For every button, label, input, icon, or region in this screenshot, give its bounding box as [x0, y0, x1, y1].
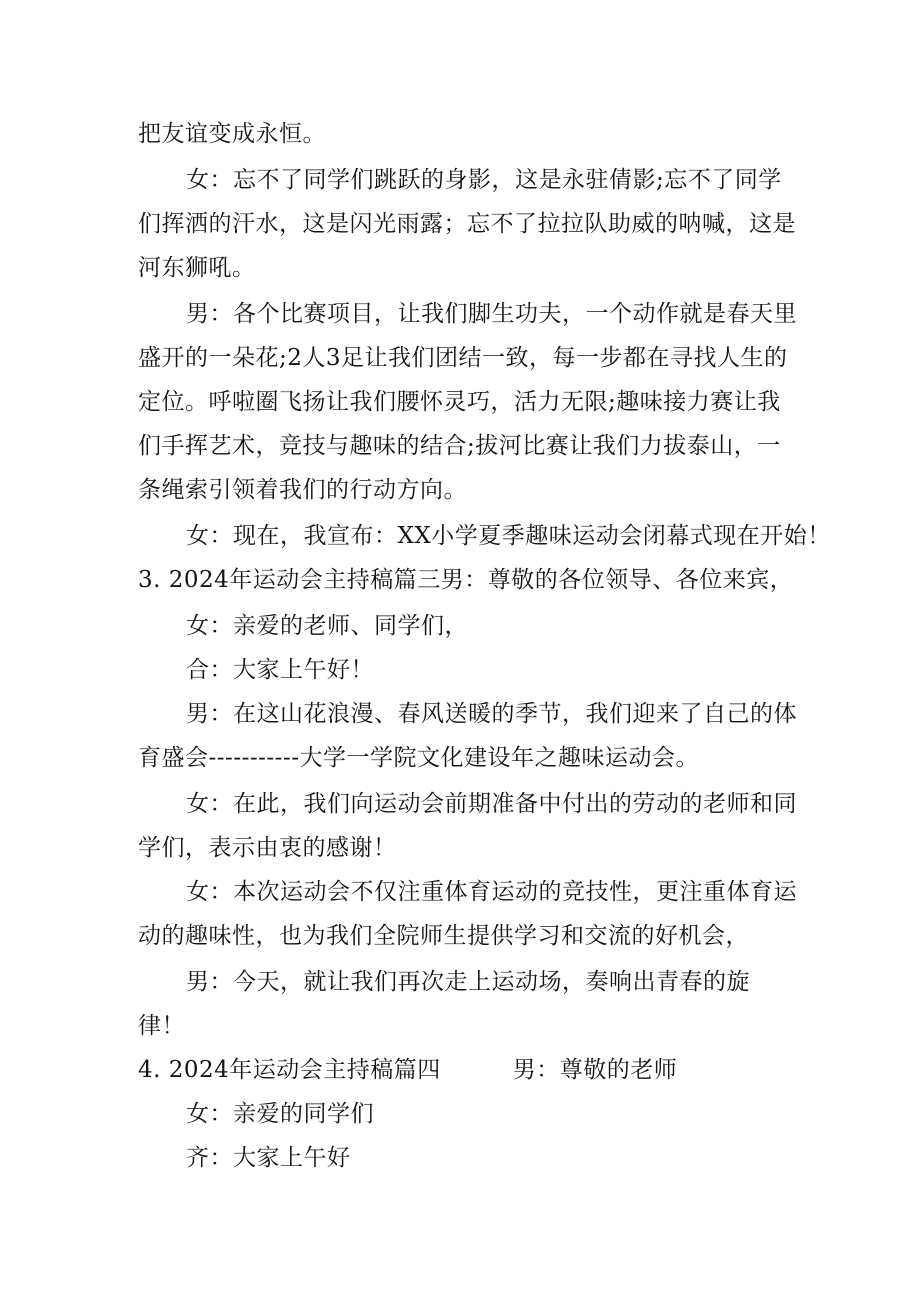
text-line: 男：今天，就让我们再次走上运动场，奏响出青春的旋: [186, 969, 750, 995]
text-line: 河东狮吼。: [138, 255, 256, 281]
text-line: 们手挥艺术，竞技与趣味的结合;拔河比赛让我们力拔泰山，一: [138, 433, 781, 459]
text-line: 盛开的一朵花;2人3足让我们团结一致，每一步都在寻找人生的: [138, 345, 788, 371]
section-heading: 4. 2024年运动会主持稿篇四: [138, 1057, 441, 1083]
text-line: 齐：大家上午好: [186, 1145, 351, 1171]
text-line: 男：各个比赛项目，让我们脚生功夫，一个动作就是春天里: [186, 301, 797, 327]
text-line: 定位。呼啦圈飞扬让我们腰怀灵巧，活力无限;趣味接力赛让我: [138, 389, 781, 415]
text-line: 男：在这山花浪漫、春风送暖的季节，我们迎来了自己的体: [186, 701, 797, 727]
text-line: 女：亲爱的同学们: [186, 1101, 374, 1127]
section-heading: 3. 2024年运动会主持稿篇三男：尊敬的各位领导、各位来宾，: [138, 567, 794, 593]
text-line: 把友谊变成永恒。: [138, 121, 326, 147]
text-line: 女：现在，我宣布：XX小学夏季趣味运动会闭幕式现在开始！: [186, 523, 831, 549]
text-line: 条绳索引领着我们的行动方向。: [138, 477, 467, 503]
text-line: 学们，表示由衷的感谢！: [138, 835, 397, 861]
text-line: 女：忘不了同学们跳跃的身影，这是永驻倩影;忘不了同学: [186, 167, 782, 193]
text-line: 男：尊敬的老师: [512, 1057, 678, 1083]
text-line: 律！: [138, 1013, 185, 1039]
text-line: 女：在此，我们向运动会前期准备中付出的劳动的老师和同: [186, 791, 797, 817]
text-line: 育盛会-----------大学一学院文化建设年之趣味运动会。: [138, 745, 699, 771]
text-line: 合：大家上午好！: [186, 657, 374, 683]
text-line: 动的趣味性，也为我们全院师生提供学习和交流的好机会，: [138, 923, 749, 949]
text-line: 女：本次运动会不仅注重体育运动的竞技性，更注重体育运: [186, 879, 797, 905]
text-line: 们挥洒的汗水，这是闪光雨露；忘不了拉拉队助威的呐喊，这是: [138, 211, 796, 237]
text-line: 女：亲爱的老师、同学们，: [186, 613, 468, 639]
section-heading-row: [138, 1050, 798, 1090]
